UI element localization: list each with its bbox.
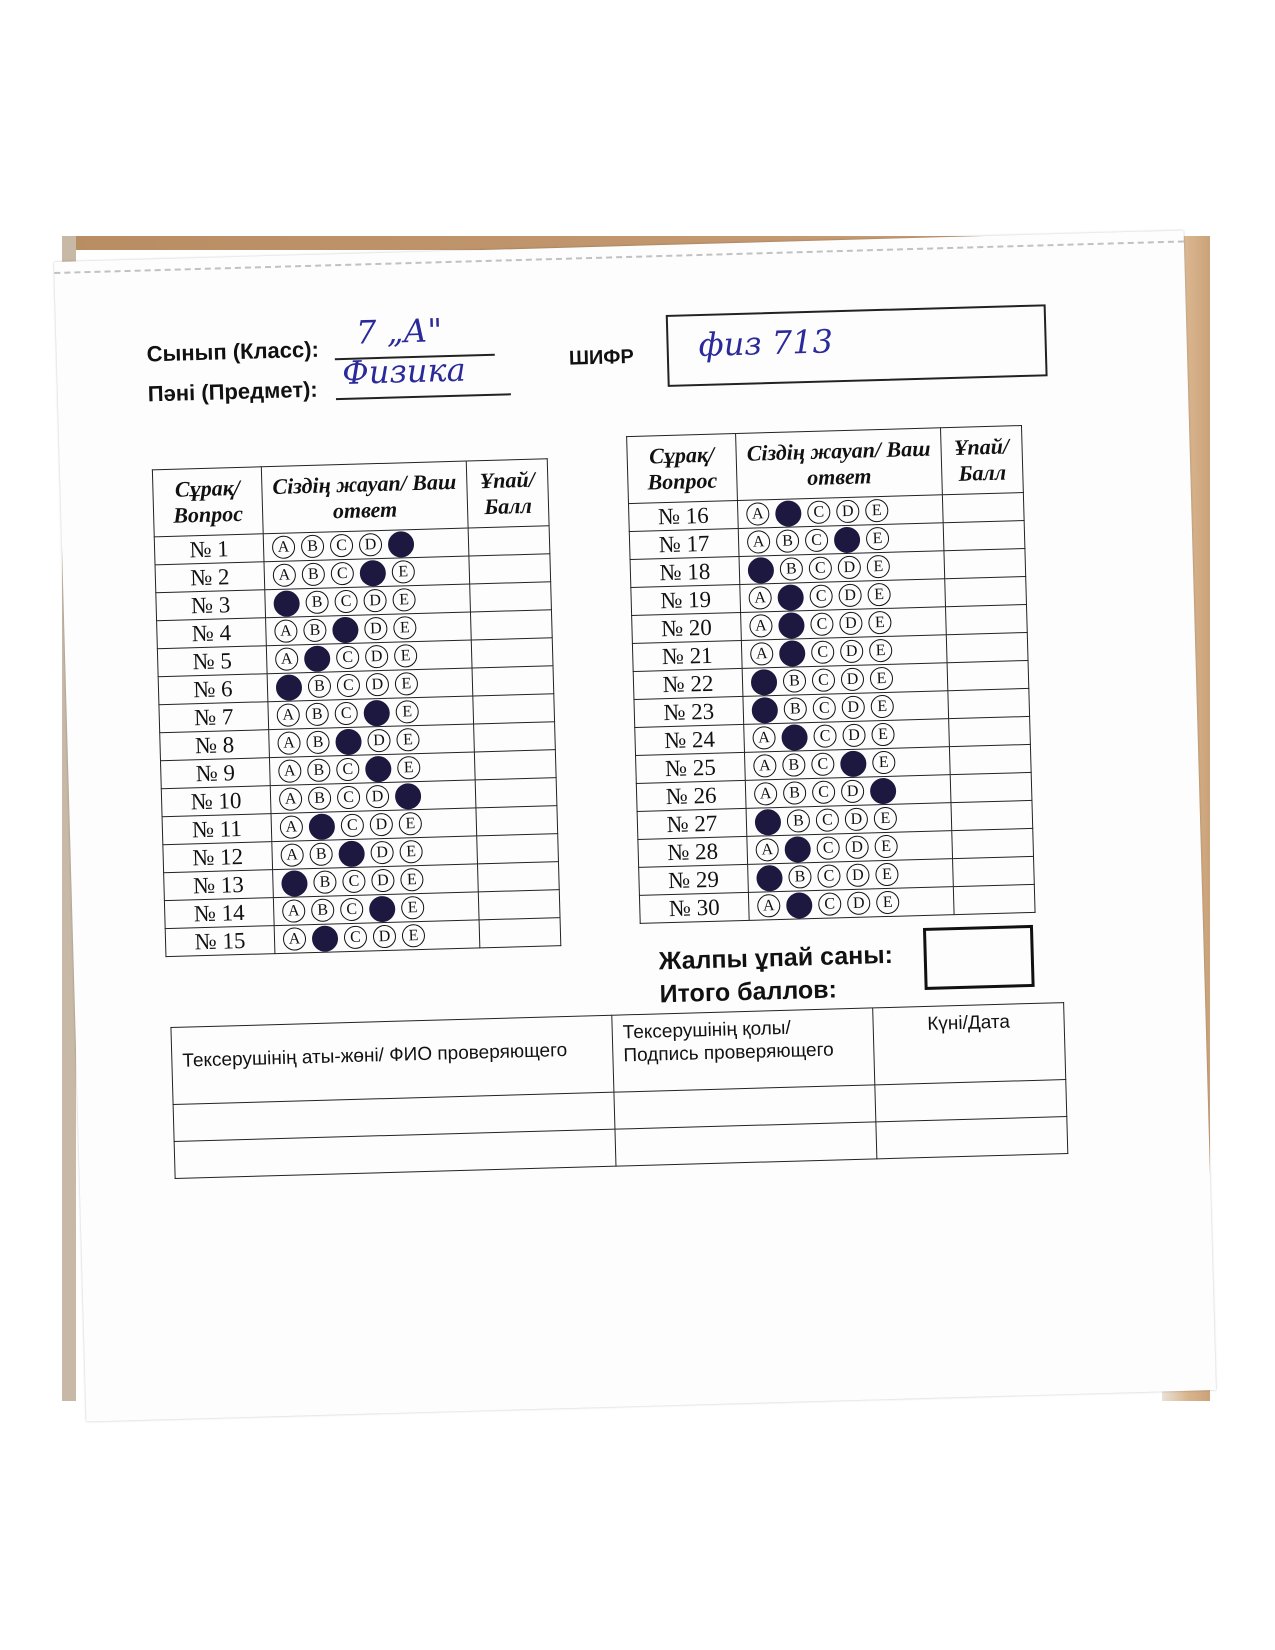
option-bubble-d[interactable]: D xyxy=(370,841,394,865)
option-bubble-a[interactable]: A xyxy=(277,731,301,755)
option-bubble-d[interactable]: D xyxy=(366,785,390,809)
question-number: № 28 xyxy=(638,836,748,867)
signature-extra-cell xyxy=(615,1122,877,1166)
option-bubble-d[interactable]: D xyxy=(841,668,865,692)
option-bubble-c[interactable]: C xyxy=(342,870,366,894)
option-bubble-d[interactable]: D xyxy=(842,724,866,748)
answers-table-right xyxy=(626,425,1035,924)
option-bubble-c[interactable]: C xyxy=(336,646,360,670)
option-bubble-d[interactable]: D xyxy=(370,813,394,837)
option-bubble-c[interactable]: C xyxy=(809,556,833,580)
option-bubble-c[interactable]: C xyxy=(812,668,836,692)
option-bubble-e[interactable]: E xyxy=(399,840,423,864)
question-number: № 29 xyxy=(639,864,749,895)
option-bubble-b[interactable]: B xyxy=(305,590,329,614)
points-cell[interactable] xyxy=(949,744,1031,774)
points-cell[interactable] xyxy=(478,890,560,920)
points-cell[interactable] xyxy=(949,716,1031,746)
option-bubble-c[interactable]: C xyxy=(813,724,837,748)
option-bubble-b[interactable]: B xyxy=(787,809,811,833)
option-bubble-b[interactable]: B xyxy=(780,557,804,581)
option-bubble-e[interactable]: E xyxy=(396,728,420,752)
points-cell[interactable] xyxy=(473,694,555,724)
question-number: № 8 xyxy=(160,730,270,761)
question-number: № 30 xyxy=(639,892,749,923)
option-bubble-a[interactable] xyxy=(273,590,300,617)
option-bubble-a[interactable]: A xyxy=(283,927,307,951)
option-bubble-b[interactable]: B xyxy=(309,842,333,866)
option-bubble-b[interactable] xyxy=(779,640,806,667)
signature-extra-cell xyxy=(876,1117,1068,1159)
option-bubble-e[interactable]: E xyxy=(876,891,900,915)
points-cell[interactable] xyxy=(468,526,550,556)
option-bubble-c[interactable]: C xyxy=(809,584,833,608)
option-bubble-a[interactable]: A xyxy=(282,899,306,923)
total-score-box[interactable] xyxy=(923,925,1035,990)
option-bubble-e[interactable] xyxy=(870,777,897,804)
question-number: № 20 xyxy=(632,612,742,643)
total-label xyxy=(658,939,894,1012)
option-bubble-e[interactable] xyxy=(395,782,422,809)
points-cell[interactable] xyxy=(950,772,1032,802)
question-number: № 27 xyxy=(637,808,747,839)
question-number: № 5 xyxy=(157,646,267,677)
option-bubble-b[interactable]: B xyxy=(783,781,807,805)
option-bubble-c[interactable]: C xyxy=(334,702,358,726)
total-label-ru: Итого баллов: xyxy=(659,975,838,1009)
points-cell[interactable] xyxy=(953,856,1035,886)
question-number: № 19 xyxy=(631,584,741,615)
option-bubble-e[interactable]: E xyxy=(394,644,418,668)
points-cell[interactable] xyxy=(474,750,556,780)
option-bubble-c[interactable]: C xyxy=(331,562,355,586)
question-number: № 21 xyxy=(632,640,742,671)
option-bubble-c[interactable]: C xyxy=(344,926,368,950)
option-bubble-a[interactable] xyxy=(751,696,778,723)
answer-options xyxy=(274,920,480,954)
option-bubble-a[interactable]: A xyxy=(272,535,296,559)
option-bubble-a[interactable]: A xyxy=(752,726,776,750)
question-number: № 13 xyxy=(164,870,274,901)
option-bubble-d[interactable]: D xyxy=(364,617,388,641)
option-bubble-c[interactable]: C xyxy=(811,640,835,664)
option-bubble-c[interactable]: C xyxy=(812,780,836,804)
option-bubble-e[interactable]: E xyxy=(868,611,892,635)
option-bubble-c[interactable]: C xyxy=(337,786,361,810)
option-bubble-a[interactable]: A xyxy=(275,647,299,671)
option-bubble-d[interactable]: D xyxy=(845,807,869,831)
question-number: № 12 xyxy=(163,842,273,873)
option-bubble-d[interactable] xyxy=(834,526,861,553)
option-bubble-c[interactable]: C xyxy=(812,696,836,720)
option-bubble-a[interactable]: A xyxy=(755,838,779,862)
checker-signature-label: Тексерушінің қолы/ Подпись проверяющего xyxy=(612,1008,875,1092)
option-bubble-a[interactable] xyxy=(755,808,782,835)
question-number: № 17 xyxy=(629,529,739,560)
option-bubble-e[interactable]: E xyxy=(874,835,898,859)
points-cell[interactable] xyxy=(477,834,559,864)
option-bubble-d[interactable]: D xyxy=(841,696,865,720)
question-number: № 11 xyxy=(162,814,272,845)
option-bubble-a[interactable]: A xyxy=(748,586,772,610)
question-number: № 16 xyxy=(628,501,738,532)
option-bubble-a[interactable]: A xyxy=(750,642,774,666)
option-bubble-b[interactable]: B xyxy=(782,753,806,777)
points-cell[interactable] xyxy=(945,604,1027,634)
subject-underline xyxy=(336,393,511,400)
option-bubble-c[interactable] xyxy=(332,616,359,643)
answer-header: Сіздің жауап/ Ваш ответ xyxy=(736,428,943,501)
option-bubble-b[interactable]: B xyxy=(301,535,325,559)
points-cell[interactable] xyxy=(945,576,1027,606)
points-cell[interactable] xyxy=(470,582,552,612)
option-bubble-a[interactable]: A xyxy=(757,894,781,918)
option-bubble-e[interactable]: E xyxy=(395,672,419,696)
option-bubble-c[interactable]: C xyxy=(811,752,835,776)
option-bubble-a[interactable]: A xyxy=(278,759,302,783)
option-bubble-d[interactable]: D xyxy=(847,891,871,915)
points-cell[interactable] xyxy=(471,638,553,668)
question-number: № 1 xyxy=(154,534,264,565)
option-bubble-c[interactable]: C xyxy=(816,836,840,860)
answer-options xyxy=(748,887,954,921)
points-cell[interactable] xyxy=(947,660,1029,690)
points-cell[interactable] xyxy=(943,521,1025,551)
option-bubble-d[interactable] xyxy=(840,750,867,777)
option-bubble-b[interactable]: B xyxy=(313,870,337,894)
option-bubble-c[interactable]: C xyxy=(336,758,360,782)
points-cell[interactable] xyxy=(942,493,1024,523)
option-bubble-c[interactable]: C xyxy=(340,898,364,922)
answers-table-left xyxy=(152,458,561,957)
points-cell[interactable] xyxy=(477,862,559,892)
question-number: № 10 xyxy=(161,786,271,817)
option-bubble-b[interactable]: B xyxy=(308,786,332,810)
option-bubble-a[interactable]: A xyxy=(280,843,304,867)
option-bubble-e[interactable]: E xyxy=(402,924,426,948)
points-cell[interactable] xyxy=(948,688,1030,718)
answer-sheet xyxy=(54,230,1216,1421)
option-bubble-e[interactable]: E xyxy=(399,812,423,836)
question-number: № 23 xyxy=(634,696,744,727)
option-bubble-a[interactable] xyxy=(751,668,778,695)
question-header: Сұрақ/ Вопрос xyxy=(152,467,263,537)
points-cell[interactable] xyxy=(952,828,1034,858)
option-bubble-e[interactable]: E xyxy=(875,863,899,887)
option-bubble-e[interactable]: E xyxy=(401,896,425,920)
option-bubble-c[interactable]: C xyxy=(817,864,841,888)
option-bubble-b[interactable]: B xyxy=(788,865,812,889)
option-bubble-c[interactable]: C xyxy=(810,612,834,636)
option-bubble-d[interactable] xyxy=(369,895,396,922)
option-bubble-a[interactable]: A xyxy=(279,787,303,811)
option-bubble-e[interactable]: E xyxy=(870,695,894,719)
option-bubble-b[interactable]: B xyxy=(307,758,331,782)
option-bubble-e[interactable]: E xyxy=(865,499,889,523)
option-bubble-e[interactable]: E xyxy=(867,555,891,579)
option-bubble-d[interactable]: D xyxy=(845,835,869,859)
option-bubble-b[interactable] xyxy=(786,892,813,919)
option-bubble-b[interactable]: B xyxy=(783,697,807,721)
option-bubble-d[interactable] xyxy=(363,699,390,726)
question-number: № 3 xyxy=(156,590,266,621)
cipher-label: ШИФР xyxy=(568,345,635,370)
question-number: № 15 xyxy=(165,926,275,957)
points-header: Ұпай/ Балл xyxy=(941,426,1024,495)
option-bubble-b[interactable]: B xyxy=(303,619,327,643)
option-bubble-e[interactable]: E xyxy=(400,868,424,892)
option-bubble-e[interactable]: E xyxy=(866,527,890,551)
option-bubble-e[interactable]: E xyxy=(392,588,416,612)
option-bubble-b[interactable]: B xyxy=(306,731,330,755)
option-bubble-d[interactable] xyxy=(365,755,392,782)
question-number: № 2 xyxy=(155,562,265,593)
option-bubble-b[interactable]: B xyxy=(305,703,329,727)
option-bubble-e[interactable]: E xyxy=(870,667,894,691)
option-bubble-c[interactable] xyxy=(338,840,365,867)
option-bubble-d[interactable]: D xyxy=(367,729,391,753)
question-number: № 18 xyxy=(630,556,740,587)
question-number: № 14 xyxy=(164,898,274,929)
option-bubble-b[interactable]: B xyxy=(311,898,335,922)
option-bubble-e[interactable]: E xyxy=(397,756,421,780)
option-bubble-a[interactable]: A xyxy=(747,530,771,554)
option-bubble-a[interactable] xyxy=(756,864,783,891)
option-bubble-e[interactable]: E xyxy=(395,700,419,724)
option-bubble-c[interactable] xyxy=(335,728,362,755)
points-cell[interactable] xyxy=(476,806,558,836)
points-cell[interactable] xyxy=(470,610,552,640)
points-header: Ұпай/ Балл xyxy=(466,459,549,528)
question-number: № 7 xyxy=(159,702,269,733)
question-number: № 6 xyxy=(158,674,268,705)
option-bubble-d[interactable]: D xyxy=(836,500,860,524)
option-bubble-a[interactable]: A xyxy=(280,815,304,839)
option-bubble-b[interactable] xyxy=(778,612,805,639)
option-bubble-c[interactable]: C xyxy=(341,814,365,838)
option-bubble-d[interactable]: D xyxy=(839,612,863,636)
option-bubble-d[interactable]: D xyxy=(373,925,397,949)
option-bubble-b[interactable]: B xyxy=(776,529,800,553)
question-number: № 25 xyxy=(636,752,746,783)
option-bubble-d[interactable]: D xyxy=(366,673,390,697)
points-cell[interactable] xyxy=(953,884,1035,914)
question-header: Сұрақ/ Вопрос xyxy=(627,434,738,504)
class-value: 7 „А" xyxy=(355,311,443,352)
option-bubble-d[interactable]: D xyxy=(841,780,865,804)
cipher-box xyxy=(666,304,1048,387)
option-bubble-c[interactable]: C xyxy=(816,808,840,832)
question-number: № 22 xyxy=(633,668,743,699)
points-cell[interactable] xyxy=(474,722,556,752)
question-number: № 24 xyxy=(635,724,745,755)
points-cell[interactable] xyxy=(472,666,554,696)
subject-value: Физика xyxy=(341,350,467,392)
option-bubble-a[interactable]: A xyxy=(273,563,297,587)
points-cell[interactable] xyxy=(951,800,1033,830)
subject-label: Пәні (Предмет): xyxy=(147,376,319,407)
date-label: Күні/Дата xyxy=(873,1003,1066,1085)
option-bubble-c[interactable]: C xyxy=(334,590,358,614)
option-bubble-b[interactable]: B xyxy=(308,674,332,698)
total-label-kz: Жалпы ұпай саны: xyxy=(658,940,894,976)
option-bubble-b[interactable] xyxy=(777,584,804,611)
class-label: Сынып (Класс): xyxy=(146,336,320,367)
option-bubble-e[interactable]: E xyxy=(869,639,893,663)
option-bubble-d[interactable]: D xyxy=(365,645,389,669)
points-cell[interactable] xyxy=(475,778,557,808)
answer-header: Сіздің жауап/ Ваш ответ xyxy=(261,461,468,534)
cipher-value: физ 713 xyxy=(698,322,834,365)
option-bubble-e[interactable]: E xyxy=(391,560,415,584)
option-bubble-a[interactable]: A xyxy=(274,619,298,643)
option-bubble-a[interactable]: A xyxy=(276,703,300,727)
points-cell[interactable] xyxy=(944,549,1026,579)
option-bubble-e[interactable]: E xyxy=(872,751,896,775)
option-bubble-d[interactable]: D xyxy=(846,863,870,887)
option-bubble-e[interactable]: E xyxy=(393,616,417,640)
question-number: № 26 xyxy=(636,780,746,811)
option-bubble-c[interactable]: C xyxy=(807,500,831,524)
option-bubble-d[interactable]: D xyxy=(363,589,387,613)
points-cell[interactable] xyxy=(946,632,1028,662)
option-bubble-d[interactable]: D xyxy=(838,556,862,580)
option-bubble-e[interactable]: E xyxy=(867,583,891,607)
option-bubble-b[interactable] xyxy=(781,724,808,751)
option-bubble-c[interactable]: C xyxy=(805,529,829,553)
question-number: № 9 xyxy=(160,758,270,789)
option-bubble-d[interactable] xyxy=(359,559,386,586)
points-cell[interactable] xyxy=(479,918,561,948)
date-field[interactable] xyxy=(875,1080,1067,1122)
option-bubble-a[interactable]: A xyxy=(753,754,777,778)
option-bubble-c[interactable]: C xyxy=(337,674,361,698)
option-bubble-d[interactable]: D xyxy=(359,533,383,557)
option-bubble-a[interactable]: A xyxy=(749,614,773,638)
option-bubble-b[interactable] xyxy=(775,500,802,527)
points-cell[interactable] xyxy=(469,554,551,584)
option-bubble-e[interactable] xyxy=(388,531,415,558)
option-bubble-d[interactable]: D xyxy=(371,869,395,893)
question-number: № 4 xyxy=(157,618,267,649)
option-bubble-b[interactable]: B xyxy=(302,563,326,587)
option-bubble-a[interactable]: A xyxy=(746,502,770,526)
option-bubble-b[interactable] xyxy=(784,836,811,863)
option-bubble-a[interactable] xyxy=(281,870,308,897)
checker-name-label: Тексерушінің аты-жөні/ ФИО проверяющего xyxy=(171,1015,614,1104)
option-bubble-e[interactable]: E xyxy=(871,723,895,747)
option-bubble-d[interactable]: D xyxy=(840,640,864,664)
option-bubble-e[interactable]: E xyxy=(874,807,898,831)
option-bubble-a[interactable] xyxy=(276,674,303,701)
option-bubble-c[interactable]: C xyxy=(818,892,842,916)
option-bubble-d[interactable]: D xyxy=(838,584,862,608)
option-bubble-b[interactable] xyxy=(304,645,331,672)
option-bubble-b[interactable]: B xyxy=(783,669,807,693)
option-bubble-b[interactable] xyxy=(312,925,339,952)
option-bubble-a[interactable] xyxy=(748,557,775,584)
option-bubble-c[interactable]: C xyxy=(330,534,354,558)
signature-table xyxy=(170,1002,1068,1179)
option-bubble-a[interactable]: A xyxy=(754,782,778,806)
option-bubble-b[interactable] xyxy=(309,813,336,840)
